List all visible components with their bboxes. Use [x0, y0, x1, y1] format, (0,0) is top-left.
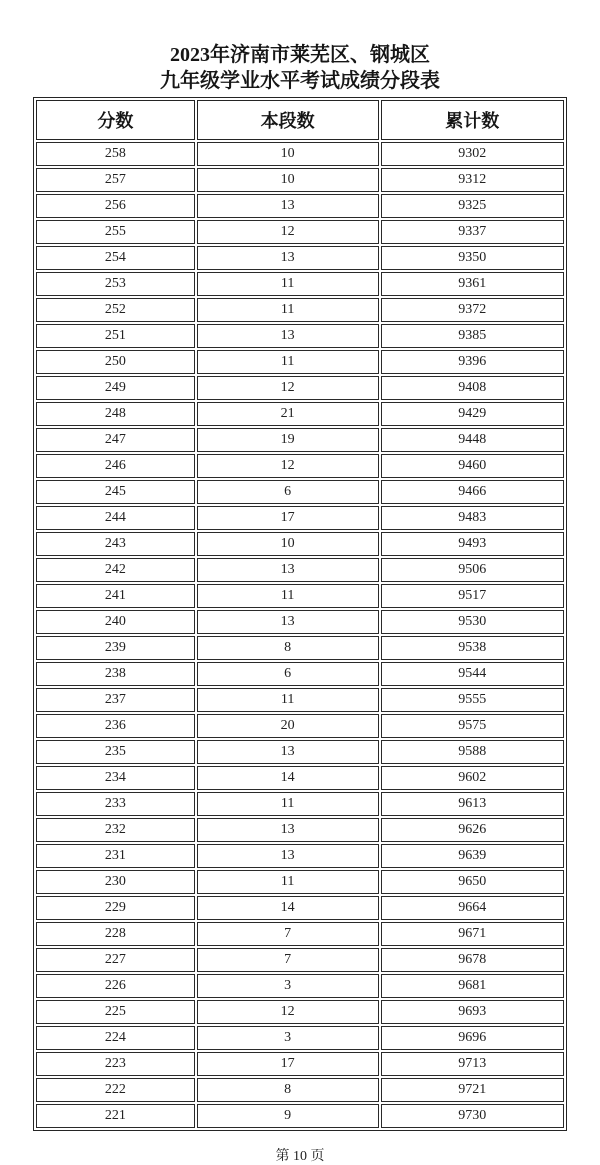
cell-cumulative-count: 9730: [381, 1104, 564, 1128]
cell-score: 237: [36, 688, 195, 712]
cell-score: 234: [36, 766, 195, 790]
cell-cumulative-count: 9350: [381, 246, 564, 270]
table-row: [36, 792, 564, 816]
cell-score: 254: [36, 246, 195, 270]
cell-cumulative-count: 9575: [381, 714, 564, 738]
cell-score: 232: [36, 818, 195, 842]
cell-segment-count: 11: [197, 792, 379, 816]
cell-score: 249: [36, 376, 195, 400]
cell-cumulative-count: 9408: [381, 376, 564, 400]
cell-cumulative-count: 9460: [381, 454, 564, 478]
table-row: [36, 272, 564, 296]
cell-cumulative-count: 9639: [381, 844, 564, 868]
table-row: [36, 480, 564, 504]
cell-segment-count: 6: [197, 662, 379, 686]
title-line-2: 九年级学业水平考试成绩分段表: [160, 70, 440, 92]
table-row: [36, 324, 564, 348]
cell-segment-count: 10: [197, 142, 379, 166]
table-row: [36, 584, 564, 608]
cell-segment-count: 14: [197, 896, 379, 920]
cell-score: 227: [36, 948, 195, 972]
cell-segment-count: 20: [197, 714, 379, 738]
cell-cumulative-count: 9555: [381, 688, 564, 712]
cell-segment-count: 13: [197, 610, 379, 634]
cell-score: 242: [36, 558, 195, 582]
table-row: [36, 454, 564, 478]
cell-cumulative-count: 9664: [381, 896, 564, 920]
cell-segment-count: 10: [197, 168, 379, 192]
cell-score: 230: [36, 870, 195, 894]
cell-score: 224: [36, 1026, 195, 1050]
cell-segment-count: 11: [197, 688, 379, 712]
cell-segment-count: 19: [197, 428, 379, 452]
cell-cumulative-count: 9681: [381, 974, 564, 998]
col-header-score: 分数: [36, 100, 195, 140]
header-row: [36, 100, 564, 140]
page-title: [0, 0, 600, 94]
cell-cumulative-count: 9429: [381, 402, 564, 426]
cell-score: 238: [36, 662, 195, 686]
cell-segment-count: 9: [197, 1104, 379, 1128]
table-row: [36, 168, 564, 192]
cell-segment-count: 3: [197, 974, 379, 998]
cell-cumulative-count: 9650: [381, 870, 564, 894]
page-number: 第 10 页: [275, 1149, 325, 1164]
table-row: [36, 246, 564, 270]
table-row: [36, 1078, 564, 1102]
table-row: [36, 506, 564, 530]
cell-cumulative-count: 9626: [381, 818, 564, 842]
cell-segment-count: 12: [197, 454, 379, 478]
cell-score: 241: [36, 584, 195, 608]
table-row: [36, 766, 564, 790]
cell-segment-count: 12: [197, 1000, 379, 1024]
cell-segment-count: 13: [197, 818, 379, 842]
table-row: [36, 194, 564, 218]
cell-segment-count: 6: [197, 480, 379, 504]
cell-score: 248: [36, 402, 195, 426]
table-row: [36, 1104, 564, 1128]
cell-score: 233: [36, 792, 195, 816]
cell-cumulative-count: 9721: [381, 1078, 564, 1102]
table-body: [36, 142, 564, 1128]
cell-score: 255: [36, 220, 195, 244]
table-row: [36, 142, 564, 166]
cell-score: 229: [36, 896, 195, 920]
cell-cumulative-count: 9602: [381, 766, 564, 790]
cell-segment-count: 11: [197, 298, 379, 322]
table-row: [36, 714, 564, 738]
cell-cumulative-count: 9671: [381, 922, 564, 946]
table-row: [36, 896, 564, 920]
cell-score: 221: [36, 1104, 195, 1128]
cell-segment-count: 12: [197, 376, 379, 400]
cell-score: 243: [36, 532, 195, 556]
cell-segment-count: 13: [197, 324, 379, 348]
title-line-1: 2023年济南市莱芜区、钢城区: [170, 44, 430, 66]
cell-segment-count: 13: [197, 558, 379, 582]
table-row: [36, 740, 564, 764]
cell-cumulative-count: 9361: [381, 272, 564, 296]
table-row: [36, 610, 564, 634]
cell-cumulative-count: 9337: [381, 220, 564, 244]
cell-score: 225: [36, 1000, 195, 1024]
table-row: [36, 1052, 564, 1076]
table-row: [36, 818, 564, 842]
cell-score: 239: [36, 636, 195, 660]
cell-cumulative-count: 9448: [381, 428, 564, 452]
cell-segment-count: 17: [197, 1052, 379, 1076]
score-distribution-table: [33, 97, 567, 1131]
table-row: [36, 1026, 564, 1050]
cell-cumulative-count: 9396: [381, 350, 564, 374]
cell-cumulative-count: 9613: [381, 792, 564, 816]
table-row: [36, 662, 564, 686]
col-header-segment-count: 本段数: [197, 100, 379, 140]
cell-segment-count: 21: [197, 402, 379, 426]
cell-cumulative-count: 9713: [381, 1052, 564, 1076]
cell-segment-count: 7: [197, 948, 379, 972]
col-header-cumulative-count: 累计数: [381, 100, 564, 140]
table-row: [36, 636, 564, 660]
cell-score: 258: [36, 142, 195, 166]
cell-segment-count: 17: [197, 506, 379, 530]
cell-cumulative-count: 9678: [381, 948, 564, 972]
table-row: [36, 870, 564, 894]
cell-cumulative-count: 9372: [381, 298, 564, 322]
cell-cumulative-count: 9493: [381, 532, 564, 556]
cell-score: 256: [36, 194, 195, 218]
cell-segment-count: 8: [197, 636, 379, 660]
cell-cumulative-count: 9466: [381, 480, 564, 504]
cell-segment-count: 13: [197, 740, 379, 764]
cell-cumulative-count: 9302: [381, 142, 564, 166]
cell-cumulative-count: 9693: [381, 1000, 564, 1024]
cell-score: 246: [36, 454, 195, 478]
cell-score: 226: [36, 974, 195, 998]
cell-cumulative-count: 9588: [381, 740, 564, 764]
cell-score: 240: [36, 610, 195, 634]
cell-segment-count: 11: [197, 272, 379, 296]
cell-segment-count: 8: [197, 1078, 379, 1102]
cell-score: 257: [36, 168, 195, 192]
cell-score: 222: [36, 1078, 195, 1102]
table-row: [36, 376, 564, 400]
table-row: [36, 220, 564, 244]
cell-score: 236: [36, 714, 195, 738]
table-row: [36, 688, 564, 712]
cell-segment-count: 13: [197, 246, 379, 270]
cell-segment-count: 13: [197, 194, 379, 218]
cell-cumulative-count: 9385: [381, 324, 564, 348]
cell-cumulative-count: 9517: [381, 584, 564, 608]
table-row: [36, 350, 564, 374]
table-row: [36, 298, 564, 322]
table-row: [36, 402, 564, 426]
cell-score: 247: [36, 428, 195, 452]
cell-segment-count: 14: [197, 766, 379, 790]
cell-score: 244: [36, 506, 195, 530]
table-row: [36, 558, 564, 582]
cell-segment-count: 11: [197, 870, 379, 894]
table-row: [36, 922, 564, 946]
cell-cumulative-count: 9312: [381, 168, 564, 192]
cell-score: 231: [36, 844, 195, 868]
cell-segment-count: 13: [197, 844, 379, 868]
cell-cumulative-count: 9483: [381, 506, 564, 530]
table-row: [36, 428, 564, 452]
cell-score: 245: [36, 480, 195, 504]
cell-cumulative-count: 9696: [381, 1026, 564, 1050]
cell-segment-count: 11: [197, 584, 379, 608]
cell-cumulative-count: 9506: [381, 558, 564, 582]
cell-segment-count: 11: [197, 350, 379, 374]
cell-cumulative-count: 9544: [381, 662, 564, 686]
table-row: [36, 1000, 564, 1024]
cell-segment-count: 3: [197, 1026, 379, 1050]
cell-score: 251: [36, 324, 195, 348]
table-row: [36, 948, 564, 972]
cell-segment-count: 7: [197, 922, 379, 946]
cell-score: 235: [36, 740, 195, 764]
table-row: [36, 844, 564, 868]
cell-score: 252: [36, 298, 195, 322]
cell-score: 250: [36, 350, 195, 374]
cell-score: 253: [36, 272, 195, 296]
cell-segment-count: 10: [197, 532, 379, 556]
cell-score: 228: [36, 922, 195, 946]
table-row: [36, 974, 564, 998]
cell-segment-count: 12: [197, 220, 379, 244]
cell-score: 223: [36, 1052, 195, 1076]
cell-cumulative-count: 9325: [381, 194, 564, 218]
cell-cumulative-count: 9538: [381, 636, 564, 660]
table-row: [36, 532, 564, 556]
cell-cumulative-count: 9530: [381, 610, 564, 634]
